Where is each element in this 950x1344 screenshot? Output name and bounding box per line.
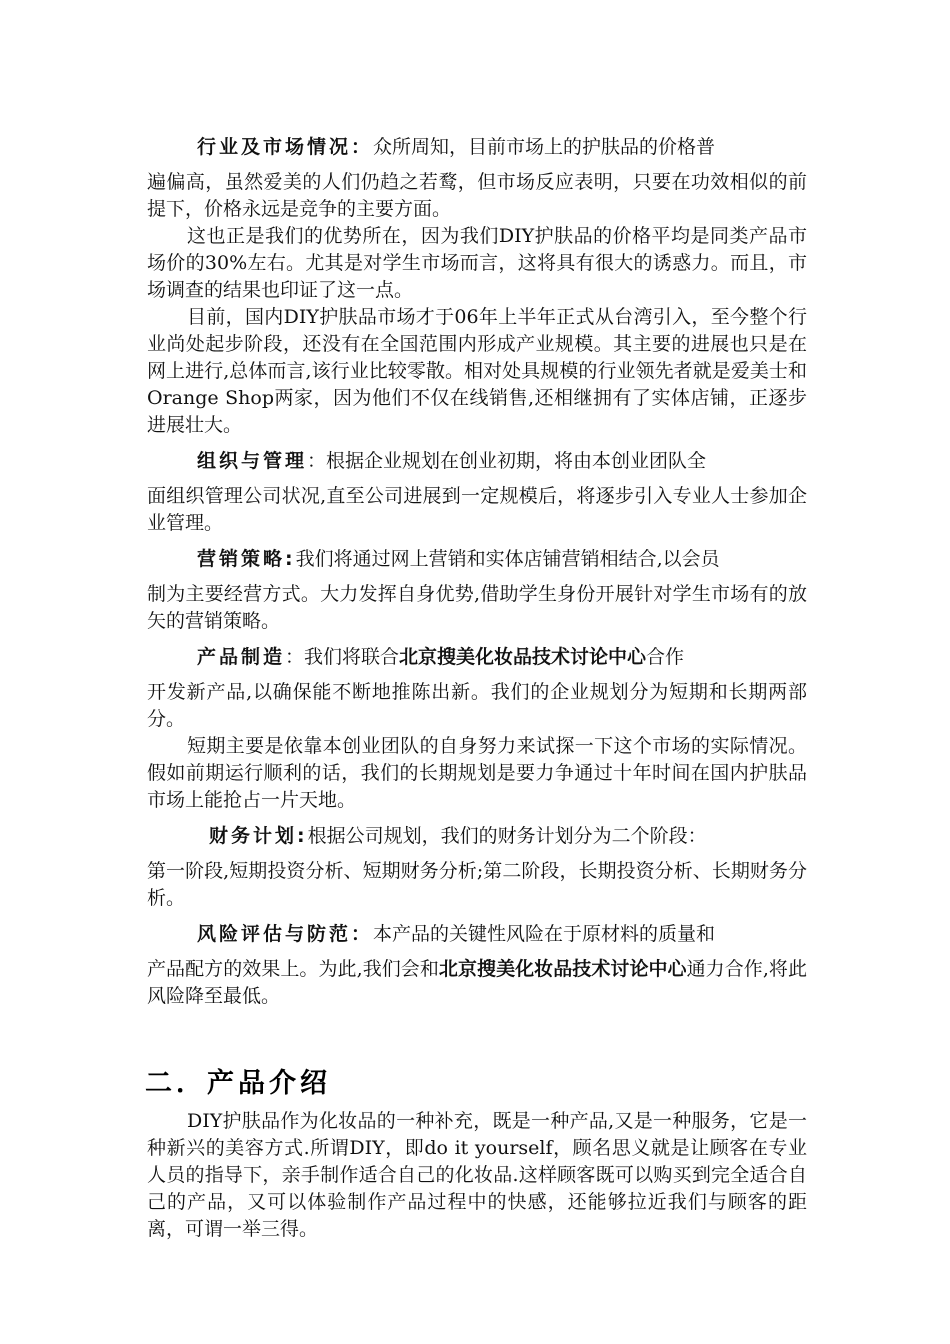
paragraph-rest-text: 开发新产品,以确保能不断地推陈出新。我们的企业规划分为短期和长期两部分。 (147, 681, 807, 730)
heading-marketing: 营销策略: (197, 548, 296, 570)
paragraph-first-text: ：我们将联合 (285, 646, 400, 668)
paragraph-first-text-end: 合作 (646, 646, 685, 668)
paragraph-rest-text: 面组织管理公司状况,直至公司进展到一定规模后，将逐步引入专业人士参加企业管理。 (147, 485, 807, 534)
paragraph-rest-text (147, 956, 807, 1010)
org-name: 北京搜美化妆品技术讨论中心 (438, 958, 687, 980)
paragraph-first-text: 根据公司规划，我们的财务计划分为二个阶段： (307, 825, 707, 847)
paragraph-manufacturing (147, 644, 807, 733)
paragraph-first-line (147, 644, 807, 671)
paragraph-first-text: ：根据企业规划在创业初期，将由本创业团队全 (307, 450, 707, 472)
paragraph-marketing (147, 546, 807, 635)
paragraph-first-line (147, 134, 807, 161)
heading-industry-market: 行业及市场情况： (197, 136, 374, 158)
paragraph-rest-text-b: 通力合作,将此风险降至最低。 (147, 958, 807, 1007)
heading-organization: 组织与管理 (197, 450, 308, 472)
paragraph-domestic-market: 目前，国内DIY护肤品市场才于06年上半年正式从台湾引入，至今整个行业尚处起步阶段，还没有在全国范围内形成产业规模。其主要的进展也只是在网上进行,总体而言,该行业比较零散。相对处具规模的行业领先者就是爱美士和Orange Shop两家，因为他们不仅在线销售,还相继拥有了实体店铺，正逐步进展壮大。 (147, 306, 807, 436)
paragraph-rest-text: 第一阶段,短期投资分析、短期财务分析;第二阶段，长期投资分析、长期财务分析。 (147, 860, 807, 909)
paragraph-first-text: 众所周知，目前市场上的护肤品的价格普 (373, 136, 716, 158)
paragraph-first-line (147, 921, 807, 948)
org-name: 北京搜美化妆品技术讨论中心 (399, 646, 647, 668)
paragraph-first-text: 我们将通过网上营销和实体店铺营销相结合,以会员 (295, 548, 720, 570)
paragraph-first-text: 本产品的关键性风险在于原材料的质量和 (373, 923, 716, 945)
paragraph-advantage: 这也正是我们的优势所在，因为我们DIY护肤品的价格平均是同类产品市场价的30%左右。尤其是对学生市场而言，这将具有很大的诱惑力。而且，市场调查的结果也印证了这一点。 (147, 225, 807, 301)
paragraph-finance (147, 823, 807, 912)
paragraph-rest-text: 制为主要经营方式。大力发挥自身优势,借助学生身份开展针对学生市场有的放矢的营销策略。 (147, 583, 807, 632)
document-page (147, 134, 807, 1243)
paragraph-first-line (147, 448, 807, 475)
paragraph-first-line (147, 823, 807, 850)
paragraph-rest-text-a: 产品配方的效果上。为此,我们会和 (147, 958, 439, 980)
paragraph-industry-market (147, 134, 807, 223)
section-title-product-intro: 二．产品介绍 (145, 1068, 331, 1099)
paragraph-product-intro: DIY护肤品作为化妆品的一种补充，既是一种产品,又是一种服务，它是一种新兴的美容方式.所谓DIY，即do it yourself，顾名思义就是让顾客在专业人员的指导下，亲手制作适合自己的化妆品.这样顾客既可以购买到完全适合自己的产品，又可以体验制作产品过程中的快感，还能够拉近我们与顾客的距离，可谓一举三得。 (147, 1110, 807, 1240)
paragraph-short-term: 短期主要是依靠本创业团队的自身努力来试探一下这个市场的实际情况。假如前期运行顺利的话，我们的长期规划是要力争通过十年时间在国内护肤品市场上能抢占一片天地。 (147, 735, 807, 811)
heading-manufacturing: 产品制造 (197, 646, 286, 668)
paragraph-first-line (147, 546, 807, 573)
paragraph-organization (147, 448, 807, 537)
heading-risk: 风险评估与防范： (197, 923, 374, 945)
paragraph-risk (147, 921, 807, 1010)
heading-finance: 财务计划: (209, 825, 308, 847)
paragraph-rest-text: 遍偏高，虽然爱美的人们仍趋之若鹜，但市场反应表明，只要在功效相似的前提下，价格永远是竞争的主要方面。 (147, 171, 807, 220)
